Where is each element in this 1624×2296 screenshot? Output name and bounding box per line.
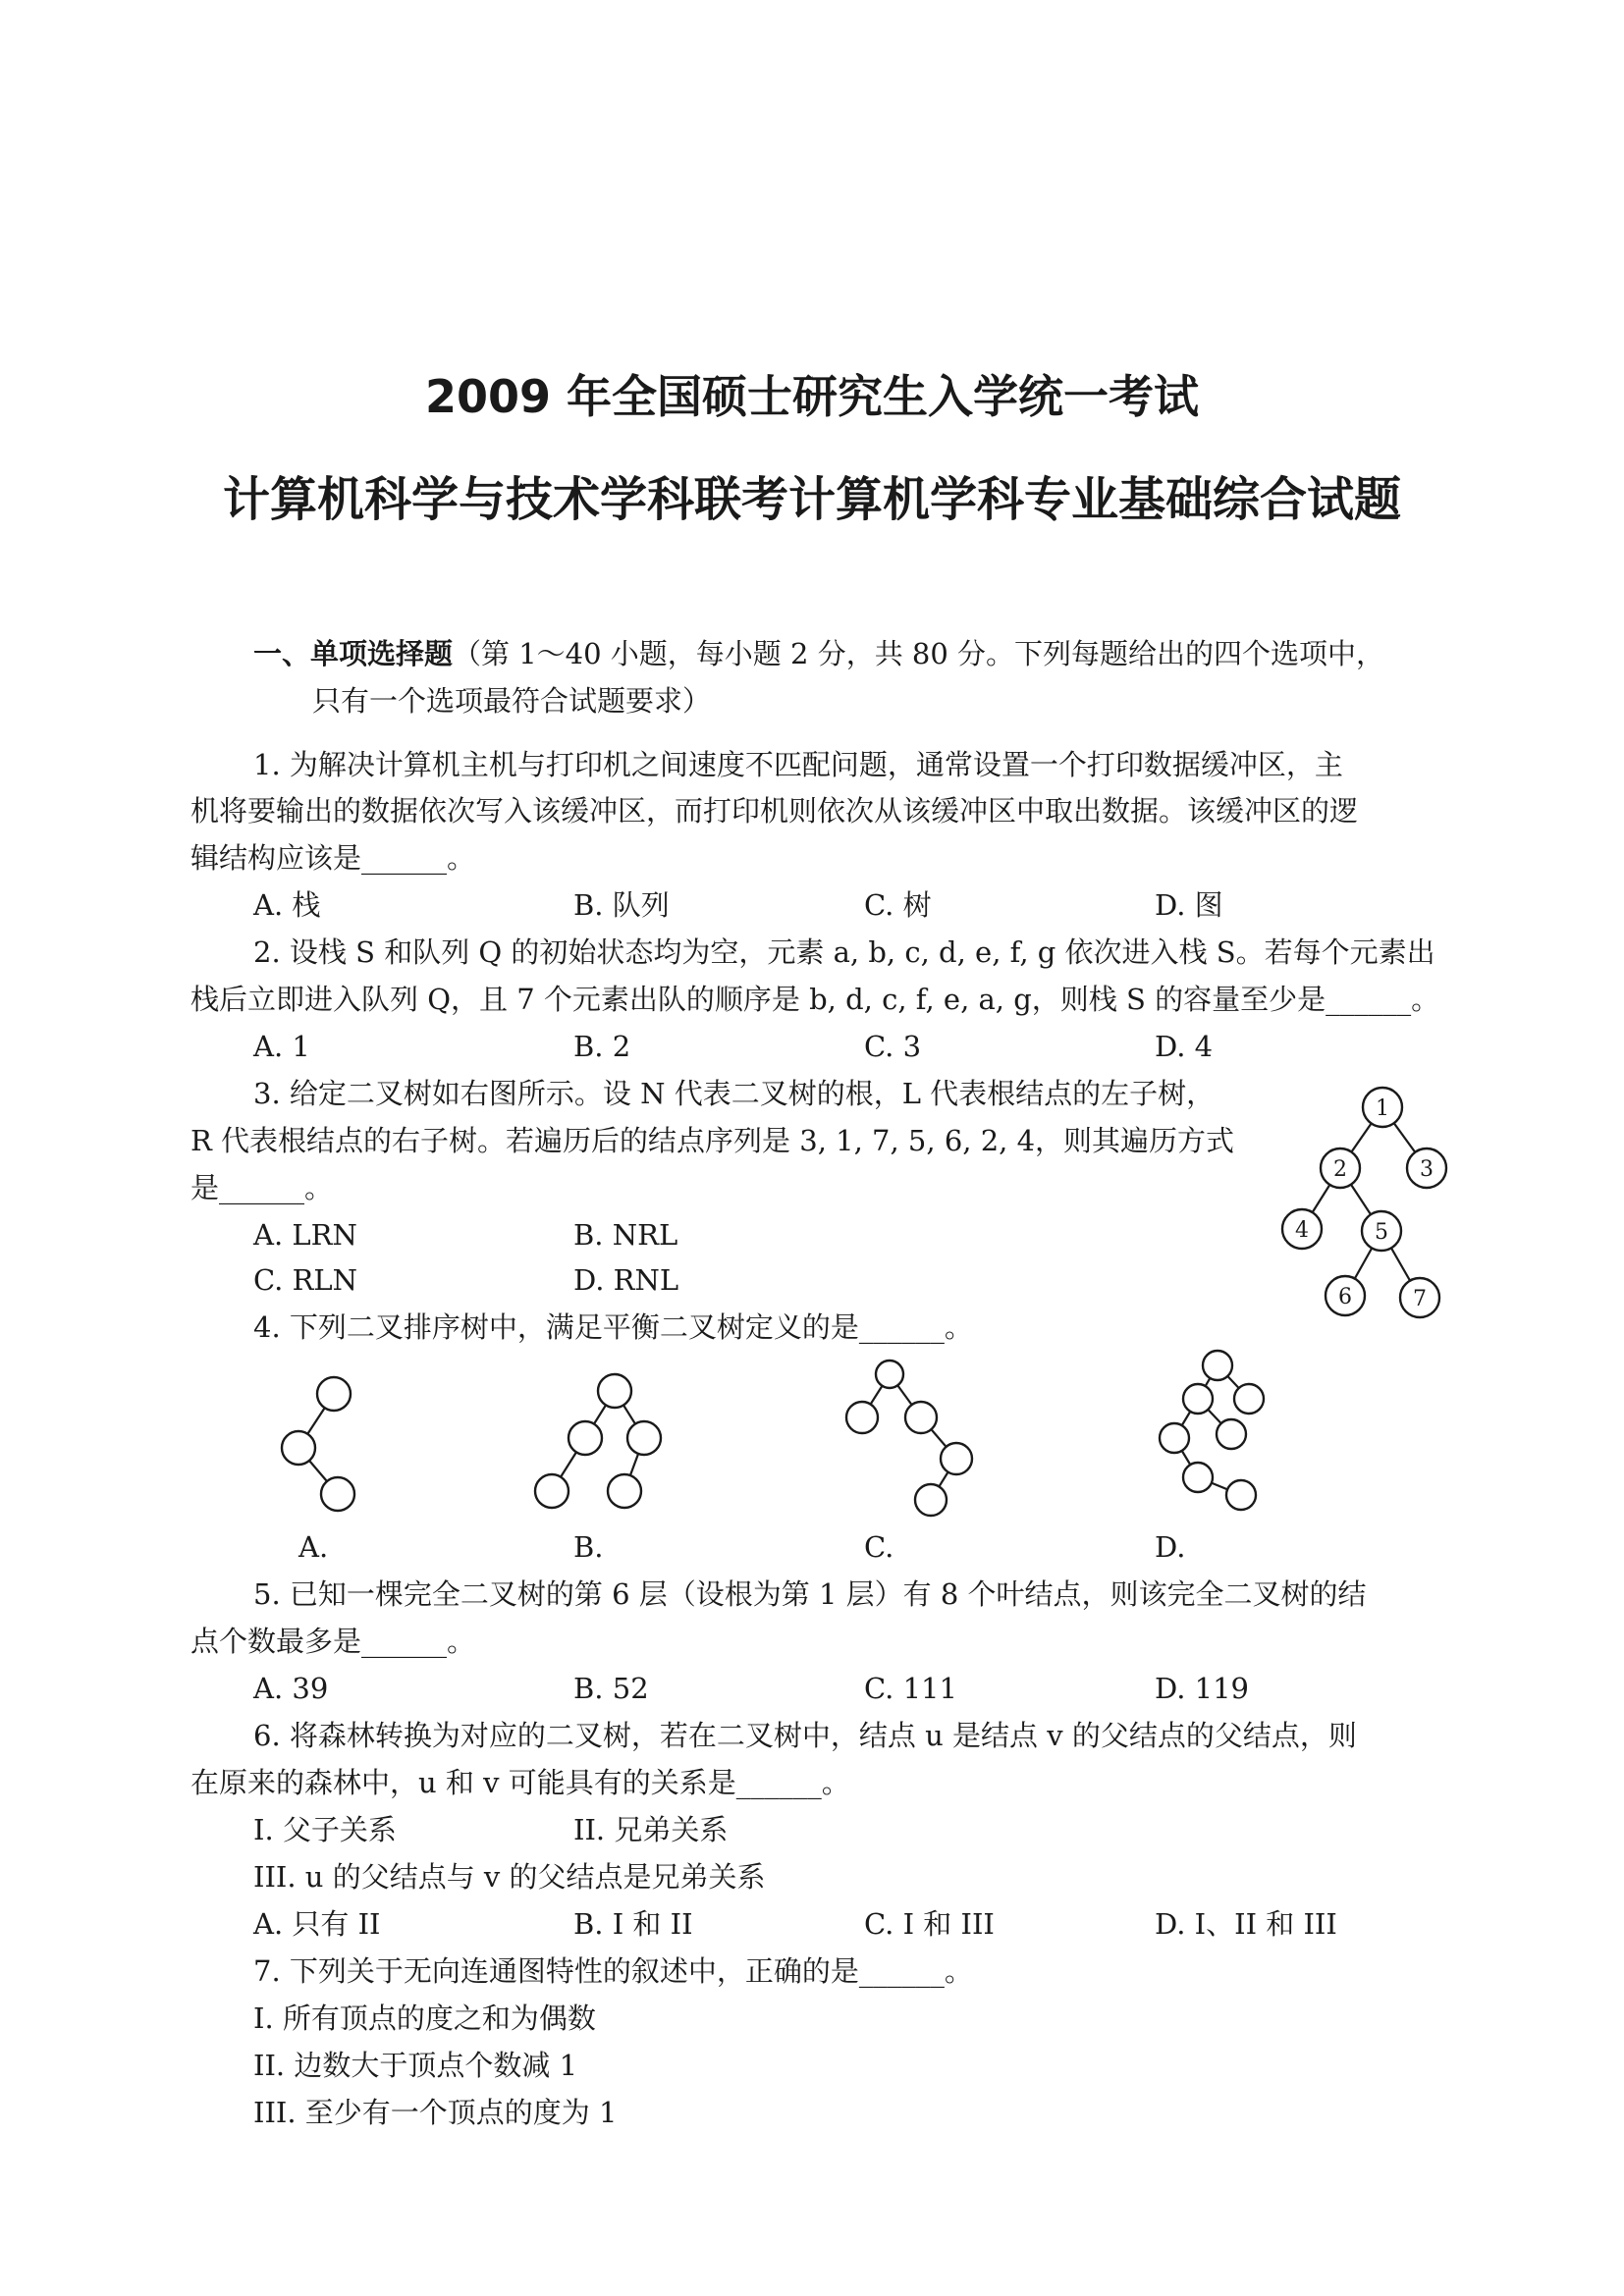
exam-subtitle: 计算机科学与技术学科联考计算机学科专业基础综合试题 bbox=[222, 472, 1401, 527]
tree-node bbox=[1234, 1384, 1264, 1414]
question-2-text: 2. 设栈 S 和队列 Q 的初始状态均为空，元素 a, b, c, d, e, f, g 依次进入栈 S。若每个元素出 bbox=[253, 935, 1435, 969]
tree-node bbox=[1217, 1419, 1246, 1449]
tree-node bbox=[1226, 1480, 1256, 1510]
question-3-text: 是______。 bbox=[190, 1171, 334, 1204]
option-b: B. 2 bbox=[573, 1030, 631, 1063]
option-d-tree bbox=[1139, 1340, 1296, 1522]
question-1-text: 1. 为解决计算机主机与打印机之间速度不匹配问题，通常设置一个打印数据缓冲区，主 bbox=[253, 748, 1343, 781]
question-5-text: 5. 已知一棵完全二叉树的第 6 层（设根为第 1 层）有 8 个叶结点，则该完全二叉树的结 bbox=[253, 1577, 1367, 1611]
option-c: C. 3 bbox=[864, 1030, 922, 1063]
question-1-text: 机将要输出的数据依次写入该缓冲区，而打印机则依次从该缓冲区中取出数据。该缓冲区的逻 bbox=[190, 794, 1359, 828]
option-c: C. I 和 III bbox=[864, 1907, 995, 1941]
question-3-text: R 代表根结点的右子树。若遍历后的结点序列是 3, 1, 7, 5, 6, 2, 4，则其遍历方式 bbox=[190, 1124, 1235, 1157]
option-b: B. bbox=[573, 1530, 604, 1564]
option-b: B. I 和 II bbox=[573, 1907, 693, 1941]
tree-node bbox=[598, 1374, 631, 1408]
tree-node-label: 1 bbox=[1376, 1096, 1389, 1121]
section-description: （第 1～40 小题，每小题 2 分，共 80 分。下列每题给出的四个选项中， bbox=[453, 637, 1385, 670]
statement-item: II. 兄弟关系 bbox=[573, 1813, 729, 1846]
option-d: D. 119 bbox=[1155, 1672, 1250, 1705]
tree-node-label: 4 bbox=[1295, 1218, 1309, 1243]
option-a-tree bbox=[265, 1364, 373, 1522]
option-c-tree bbox=[835, 1345, 992, 1522]
tree-node-label: 2 bbox=[1333, 1157, 1347, 1182]
tree-node-label: 3 bbox=[1420, 1157, 1434, 1182]
tree-node bbox=[321, 1477, 354, 1511]
question-1-text: 辑结构应该是______。 bbox=[190, 841, 476, 875]
option-a: A. 1 bbox=[253, 1030, 310, 1063]
exam-title: 2009 年全国硕士研究生入学统一考试 bbox=[424, 370, 1200, 423]
tree-node bbox=[282, 1431, 315, 1465]
statement-item: I. 所有顶点的度之和为偶数 bbox=[253, 2002, 596, 2035]
binary-tree-figure bbox=[1267, 1080, 1463, 1335]
statement-item: III. 至少有一个顶点的度为 1 bbox=[253, 2096, 618, 2129]
tree-node bbox=[627, 1421, 661, 1455]
tree-node bbox=[905, 1402, 937, 1433]
question-7-text: 7. 下列关于无向连通图特性的叙述中，正确的是______。 bbox=[253, 1954, 973, 1988]
question-5-text: 点个数最多是______。 bbox=[190, 1625, 476, 1658]
option-c: C. bbox=[864, 1530, 894, 1564]
section-heading bbox=[253, 637, 1385, 670]
option-a: A. 只有 II bbox=[253, 1907, 381, 1941]
statement-item: I. 父子关系 bbox=[253, 1813, 397, 1846]
question-3-text: 3. 给定二叉树如右图所示。设 N 代表二叉树的根，L 代表根结点的左子树， bbox=[253, 1077, 1216, 1110]
option-d: D. 4 bbox=[1155, 1030, 1214, 1063]
tree-node bbox=[941, 1443, 972, 1474]
tree-node-label: 7 bbox=[1413, 1287, 1427, 1311]
question-4-text: 4. 下列二叉排序树中，满足平衡二叉树定义的是______。 bbox=[253, 1310, 973, 1344]
section-description-cont: 只有一个选项最符合试题要求） bbox=[312, 684, 712, 718]
tree-node bbox=[1203, 1351, 1232, 1380]
option-a: A. bbox=[298, 1530, 329, 1564]
option-b-tree bbox=[520, 1360, 697, 1522]
option-a: A. LRN bbox=[253, 1218, 357, 1252]
statement-item: III. u 的父结点与 v 的父结点是兄弟关系 bbox=[253, 1860, 766, 1894]
tree-node bbox=[535, 1474, 568, 1508]
tree-node bbox=[1183, 1463, 1213, 1492]
tree-node bbox=[876, 1361, 903, 1388]
tree-node bbox=[1160, 1423, 1189, 1453]
option-b: B. 52 bbox=[573, 1672, 649, 1705]
tree-node-label: 6 bbox=[1338, 1285, 1352, 1309]
option-c: C. 树 bbox=[864, 888, 932, 922]
section-title: 一、单项选择题 bbox=[253, 637, 454, 670]
option-d: D. bbox=[1155, 1530, 1186, 1564]
question-6-text: 6. 将森林转换为对应的二叉树，若在二叉树中，结点 u 是结点 v 的父结点的父结点，则 bbox=[253, 1719, 1357, 1752]
tree-node bbox=[317, 1377, 351, 1411]
question-2-text: 栈后立即进入队列 Q，且 7 个元素出队的顺序是 b, d, c, f, e, a, g，则栈 S 的容量至少是______。 bbox=[190, 983, 1440, 1016]
question-6-text: 在原来的森林中，u 和 v 可能具有的关系是______。 bbox=[190, 1766, 850, 1799]
option-c: C. RLN bbox=[253, 1263, 358, 1297]
option-c: C. 111 bbox=[864, 1672, 957, 1705]
tree-node bbox=[568, 1421, 602, 1455]
tree-node bbox=[846, 1402, 878, 1433]
option-a: A. 39 bbox=[253, 1672, 329, 1705]
option-d: D. I、II 和 III bbox=[1155, 1907, 1337, 1941]
tree-node bbox=[608, 1474, 641, 1508]
tree-node bbox=[1183, 1384, 1213, 1414]
tree-node-label: 5 bbox=[1375, 1220, 1388, 1245]
option-d: D. 图 bbox=[1155, 888, 1223, 922]
tree-node bbox=[915, 1484, 947, 1516]
option-a: A. 栈 bbox=[253, 888, 321, 922]
option-d: D. RNL bbox=[573, 1263, 679, 1297]
option-b: B. NRL bbox=[573, 1218, 678, 1252]
option-b: B. 队列 bbox=[573, 888, 670, 922]
statement-item: II. 边数大于顶点个数减 1 bbox=[253, 2049, 578, 2082]
